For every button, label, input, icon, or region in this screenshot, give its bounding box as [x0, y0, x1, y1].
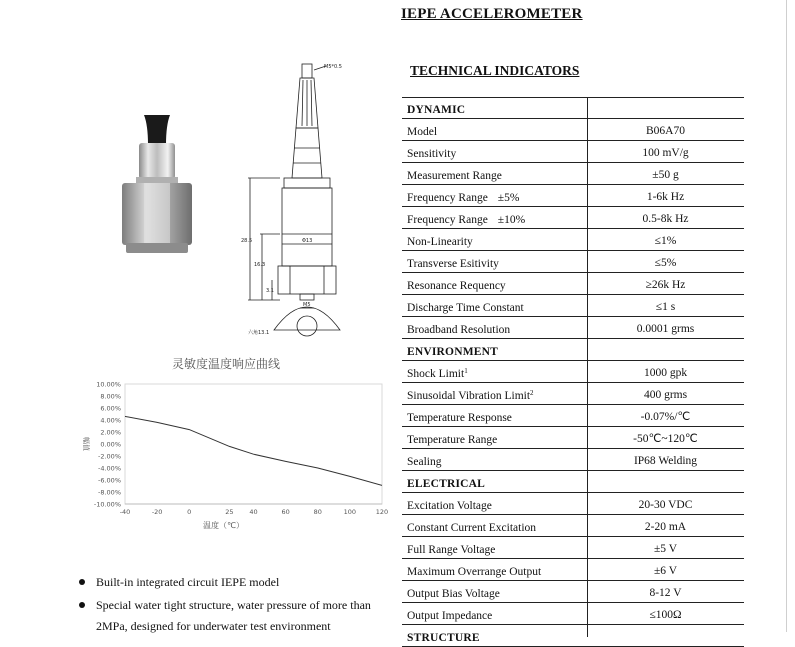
- spec-value: ±6 V: [653, 565, 678, 577]
- spec-label: Maximum Overrange Output: [407, 566, 542, 578]
- product-photo: [118, 115, 196, 261]
- dim-mid-label: 16.3: [254, 262, 266, 268]
- y-tick-label: -6.00%: [98, 476, 121, 485]
- spec-section-label: ELECTRICAL: [407, 478, 486, 490]
- page-title: IEPE ACCELEROMETER: [401, 6, 583, 22]
- spec-label-extra: ±10%: [497, 214, 526, 226]
- spec-value: B06A70: [646, 125, 685, 137]
- spec-label: Non-Linearity: [407, 236, 473, 248]
- spec-row: [402, 405, 744, 427]
- y-axis-label: 幅值: [82, 437, 90, 451]
- spec-row: [402, 163, 744, 185]
- y-tick-label: -2.00%: [98, 452, 121, 461]
- chart-title: 灵敏度温度响应曲线: [172, 357, 281, 371]
- spec-row: [402, 493, 744, 515]
- spec-label: Sealing: [407, 456, 442, 468]
- dim-hex-bottom-label: 六角13.1: [248, 330, 270, 336]
- spec-row: [402, 185, 744, 207]
- feature-text: Built-in integrated circuit IEPE model: [96, 575, 280, 589]
- spec-label: Temperature Range: [407, 434, 498, 446]
- spec-value: ≤5%: [654, 257, 677, 269]
- bullet-dot-icon: [79, 602, 85, 608]
- spec-value: IP68 Welding: [633, 455, 698, 467]
- plot-frame: [125, 384, 382, 504]
- spec-row: [402, 317, 744, 339]
- spec-row: [402, 449, 744, 471]
- spec-row: [402, 229, 744, 251]
- dimension-drawing: [240, 58, 375, 343]
- series-line: [125, 416, 382, 485]
- spec-value: 20-30 VDC: [638, 499, 693, 511]
- spec-label: Frequency Range ±5%: [407, 192, 520, 204]
- x-tick-label: 120: [375, 508, 389, 516]
- x-tick-label: 0: [187, 508, 192, 516]
- x-tick-label: -40: [119, 508, 131, 516]
- spec-value: ±50 g: [652, 169, 679, 181]
- spec-value: 8-12 V: [649, 587, 682, 599]
- spec-value: -0.07%/℃: [640, 411, 691, 423]
- y-tick-label: -8.00%: [98, 488, 121, 497]
- spec-value: 0.5-8k Hz: [642, 213, 689, 225]
- spec-label: Resonance Requency: [407, 280, 506, 292]
- spec-label: Sensitivity: [407, 148, 457, 160]
- spec-value: ±5 V: [653, 543, 678, 555]
- dim-low-label: 3.1: [266, 288, 274, 294]
- feature-item: [76, 595, 396, 637]
- spec-label-extra: ±5%: [497, 192, 520, 204]
- spec-label: Discharge Time Constant: [407, 302, 524, 314]
- spec-row: [402, 273, 744, 295]
- spec-label: Transverse Esitivity: [407, 258, 499, 270]
- spec-value: 2-20 mA: [644, 521, 687, 533]
- spec-label: Measurement Range: [407, 170, 502, 182]
- spec-row: [402, 207, 744, 229]
- y-tick-label: 0.00%: [100, 440, 121, 449]
- spec-section-row: [402, 625, 744, 647]
- spec-value: ≤100Ω: [649, 609, 682, 621]
- spec-row: [402, 603, 744, 625]
- temperature-response-chart: [60, 372, 395, 537]
- spec-label: Excitation Voltage: [407, 500, 492, 512]
- spec-row: [402, 537, 744, 559]
- spec-row: [402, 119, 744, 141]
- spec-label: Sinusoidal Vibration Limit$^2$: [407, 389, 534, 402]
- x-tick-label: 40: [249, 508, 258, 516]
- spec-label: Temperature Response: [407, 412, 512, 424]
- spec-section-label: ENVIRONMENT: [407, 346, 499, 358]
- spec-table: [402, 97, 744, 647]
- spec-row: [402, 251, 744, 273]
- spec-value: 0.0001 grms: [636, 323, 695, 335]
- y-tick-label: 6.00%: [100, 404, 121, 413]
- spec-row: [402, 581, 744, 603]
- spec-section-label: DYNAMIC: [407, 104, 466, 116]
- spec-value: ≤1%: [654, 235, 677, 247]
- spec-section-label: STRUCTURE: [407, 632, 480, 644]
- y-tick-label: 2.00%: [100, 428, 121, 437]
- y-tick-label: -10.00%: [93, 500, 121, 509]
- x-tick-label: 60: [281, 508, 290, 516]
- technical-indicators-heading: TECHNICAL INDICATORS: [410, 63, 580, 78]
- spec-label: Shock Limit$^1$: [407, 367, 468, 380]
- spec-label: Output Bias Voltage: [407, 588, 500, 600]
- x-tick-label: 25: [225, 508, 234, 516]
- spec-row: [402, 515, 744, 537]
- y-tick-label: 10.00%: [96, 380, 121, 389]
- table-column-rule: [587, 97, 588, 637]
- feature-text: Special water tight structure, water pressure of more than 2MPa, designed for underwater test environment: [96, 598, 371, 633]
- spec-value: ≥26k Hz: [645, 279, 686, 291]
- spec-label: Full Range Voltage: [407, 544, 496, 556]
- spec-row: [402, 383, 744, 405]
- spec-row: [402, 361, 744, 383]
- spec-label: Constant Current Excitation: [407, 522, 537, 534]
- y-tick-label: 4.00%: [100, 416, 121, 425]
- dim-hex-label: M5: [303, 302, 311, 308]
- spec-footnote-mark: 1: [464, 367, 468, 375]
- y-tick-label: -4.00%: [98, 464, 121, 473]
- spec-row: [402, 141, 744, 163]
- spec-section-row: [402, 97, 744, 119]
- spec-section-row: [402, 339, 744, 361]
- spec-value: ≤1 s: [655, 301, 676, 313]
- page-edge-rule: [786, 0, 787, 632]
- spec-section-row: [402, 471, 744, 493]
- callout-label: M5*0.5: [324, 64, 342, 70]
- spec-label: Model: [407, 126, 438, 138]
- spec-value: 100 mV/g: [642, 147, 689, 159]
- spec-row: [402, 427, 744, 449]
- spec-value: -50℃~120℃: [633, 433, 698, 445]
- dim-overall-label: 28.5: [241, 238, 253, 244]
- spec-label: Output Impedance: [407, 610, 493, 622]
- bullet-dot-icon: [79, 579, 85, 585]
- x-tick-label: 80: [313, 508, 322, 516]
- spec-label: Broadband Resolution: [407, 324, 511, 336]
- spec-value: 1000 gpk: [643, 367, 688, 379]
- spec-row: [402, 559, 744, 581]
- x-tick-label: -20: [151, 508, 163, 516]
- feature-item: [76, 572, 396, 593]
- feature-list: [76, 572, 396, 637]
- x-axis-label: 温度（℃）: [203, 521, 244, 530]
- spec-footnote-mark: 2: [530, 389, 534, 397]
- spec-value: 1-6k Hz: [646, 191, 685, 203]
- spec-label: Frequency Range ±10%: [407, 214, 526, 226]
- spec-value: 400 grms: [643, 389, 688, 401]
- dim-diameter-label: Φ13: [302, 238, 313, 244]
- y-tick-label: 8.00%: [100, 392, 121, 401]
- spec-row: [402, 295, 744, 317]
- x-tick-label: 100: [343, 508, 357, 516]
